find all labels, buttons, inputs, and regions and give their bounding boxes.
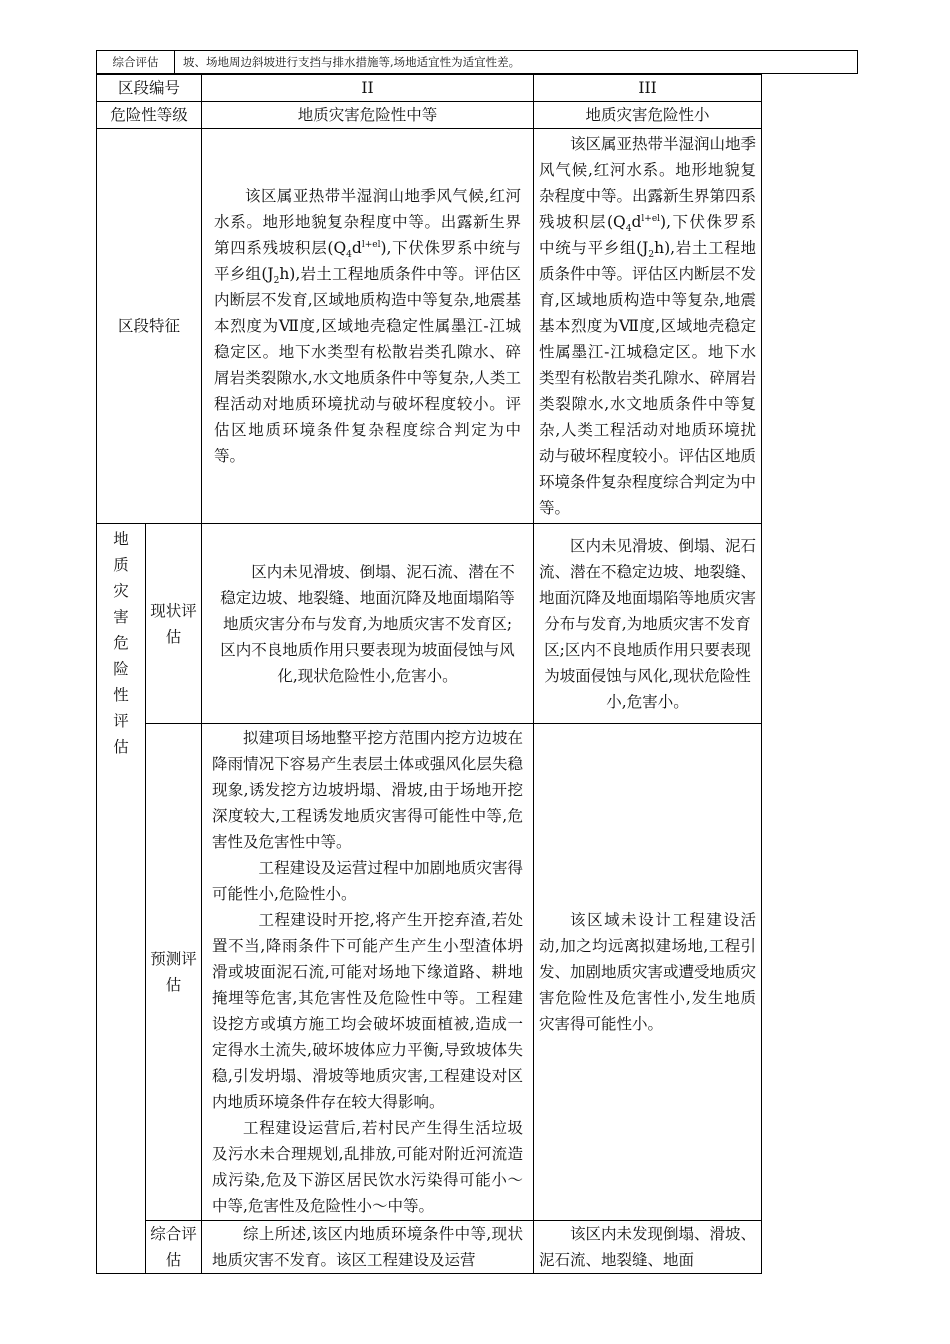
current-assessment-iii: 区内未见滑坡、倒塌、泥石流、潜在不稳定边坡、地裂缝、地面沉降及地面塌陷等地质灾害分布与发育,为地质灾害不发育区;区内不良地质作用只要表现为坡面侵蚀与风化,现状危险性小,危害小。 (534, 524, 762, 724)
forecast-assessment-label: 预测评估 (146, 724, 202, 1221)
risk-level-iii: 地质灾害危险性小 (534, 102, 762, 129)
section-number-label: 区段编号 (97, 75, 202, 102)
continued-summary-row (96, 50, 858, 74)
current-assessment-row (97, 524, 762, 724)
overall-assessment-ii: 综上所述,该区内地质环境条件中等,现状地质灾害不发育。该区工程建设及运营 (202, 1221, 534, 1274)
overall-assessment-row (97, 1221, 762, 1274)
section-features-ii: 该区属亚热带半湿润山地季风气候,红河水系。地形地貌复杂程度中等。出露新生界第四系残坡积层$(Q_4d^{l+el})$,下伏侏罗系中统与平乡组$(J_2h)$,岩土工程地质条件中等。评估区内断层不发育,区域地质构造中等复杂,地震基本烈度为Ⅶ度,区域地壳稳定性属墨江-江城稳定区。地下水类型有松散岩类孔隙水、碎屑岩类裂隙水,水文地质条件中等复杂,人类工程活动对地质环境扰动与破坏程度较小。评估区地质环境条件复杂程度综合判定为中等。 (202, 129, 534, 524)
overall-assessment-iii: 该区内未发现倒塌、滑坡、泥石流、地裂缝、地面 (534, 1221, 762, 1274)
section-iii-header: III (534, 75, 762, 102)
forecast-assessment-iii: 该区域未设计工程建设活动,加之均远离拟建场地,工程引发、加剧地质灾害或遭受地质灾害危险性及危害性小,发生地质灾害得可能性小。 (534, 724, 762, 1221)
hazard-assessment-group-label: 地 质 灾 害 危 险 性 评 估 (97, 524, 146, 1274)
risk-level-ii: 地质灾害危险性中等 (202, 102, 534, 129)
current-assessment-ii: 区内未见滑坡、倒塌、泥石流、潜在不稳定边坡、地裂缝、地面沉降及地面塌陷等地质灾害分布与发育,为地质灾害不发育区;区内不良地质作用只要表现为坡面侵蚀与风化,现状危险性小,危害小。 (202, 524, 534, 724)
summary-text: 坡、场地周边斜坡进行支挡与排水措施等,场地适宜性为适宜性差。 (183, 55, 521, 69)
section-features-row (97, 129, 762, 524)
current-assessment-label: 现状评估 (146, 524, 202, 724)
forecast-assessment-row (97, 724, 762, 1221)
evaluation-table (96, 74, 762, 1274)
section-number-row (97, 75, 762, 102)
section-features-label: 区段特征 (97, 129, 202, 524)
forecast-assessment-ii: 拟建项目场地整平挖方范围内挖方边坡在降雨情况下容易产生表层土体或强风化层失稳现象,诱发挖方边坡坍塌、滑坡,由于场地开挖深度较大,工程诱发地质灾害得可能性中等,危害性及危害性中等。 工程建设及运营过程中加剧地质灾害得可能性小,危险性小。 工程建设时开挖,将产生开挖弃渣,若处置不当,降雨条件下可能产生产生小型渣体坍滑或坡面泥石流,可能对场地下缘道路、耕地掩埋等危害,其危害性及危险性中等。工程建设挖方或填方施工均会破坏坡面植被,造成一定得水土流失,破坏坡体应力平衡,导致坡体失稳,引发坍塌、滑坡等地质灾害,工程建设对区内地质环境条件存在较大得影响。 工程建设运营后,若村民产生得生活垃圾及污水未合理规划,乱排放,可能对附近河流造成污染,危及下游区居民饮水污染得可能小～中等,危害性及危险性小～中等。 (202, 724, 534, 1221)
section-ii-header: II (202, 75, 534, 102)
risk-level-row (97, 102, 762, 129)
summary-label: 综合评估 (97, 51, 175, 73)
section-features-iii: 该区属亚热带半湿润山地季风气候,红河水系。地形地貌复杂程度中等。出露新生界第四系残坡积层$(Q_4d^{l+el})$,下伏侏罗系中统与平乡组$(J_2h)$,岩土工程地质条件中等。评估区内断层不发育,区域地质构造中等复杂,地震基本烈度为Ⅶ度,区域地壳稳定性属墨江-江城稳定区。地下水类型有松散岩类孔隙水、碎屑岩类裂隙水,水文地质条件中等复杂,人类工程活动对地质环境扰动与破坏程度较小。评估区地质环境条件复杂程度综合判定为中等。 (534, 129, 762, 524)
overall-assessment-label: 综合评估 (146, 1221, 202, 1274)
risk-level-label: 危险性等级 (97, 102, 202, 129)
